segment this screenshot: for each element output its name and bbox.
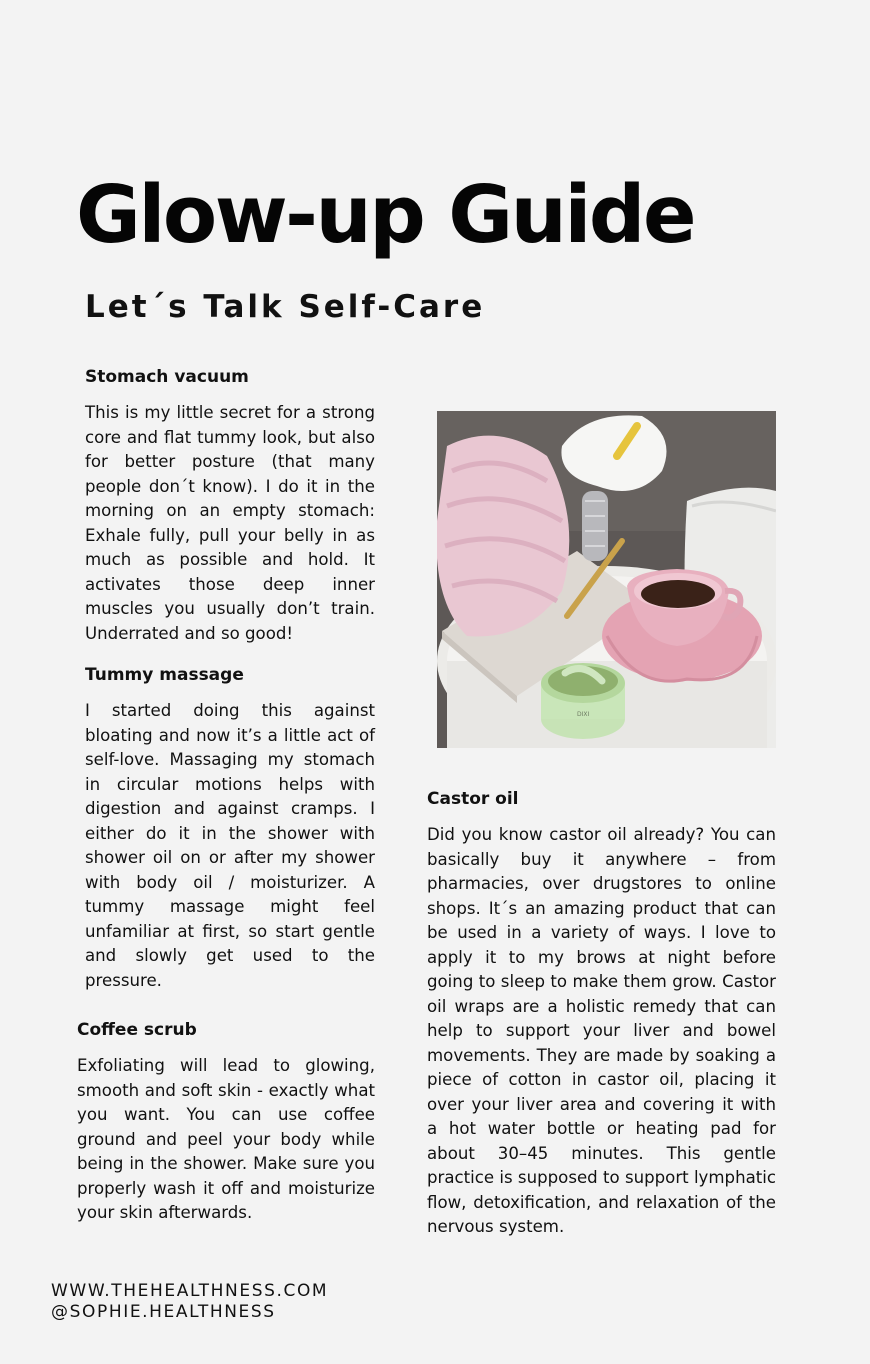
section-heading: Tummy massage <box>85 665 244 685</box>
section-coffee-scrub <box>77 1020 375 1226</box>
page-title: Glow-up Guide <box>76 169 695 261</box>
website-link[interactable]: WWW.THEHEALTHNESS.COM <box>51 1281 329 1301</box>
footer <box>51 1281 328 1323</box>
section-stomach-vacuum <box>85 367 375 646</box>
social-handle[interactable]: @SOPHIE.HEALTHNESS <box>51 1302 276 1322</box>
section-body: I started doing this against bloating and now it’s a little act of self-love. Massaging my stomach in circular motions helps with digestion and against cramps. I either do it in the shower with shower oil on or after my shower with body oil / moisturizer. A tummy massage might feel unfamiliar at first, so start gentle and slowly get used to the pressure. <box>85 701 375 990</box>
section-tummy-massage <box>85 665 375 993</box>
page-subtitle: Let´s Talk Self-Care <box>85 289 486 325</box>
section-body: Exfoliating will lead to glowing, smooth and soft skin - exactly what you want. You can use coffee ground and peel your body while being in the shower. Make sure you properly wash it off and moisturize your skin afterwards. <box>77 1056 375 1223</box>
section-heading: Coffee scrub <box>77 1020 197 1040</box>
section-heading: Stomach vacuum <box>85 367 249 387</box>
section-body: Did you know castor oil already? You can basically buy it anywhere – from pharmacies, over drugstores to online shops. It´s an amazing product that can be used in a variety of ways. I love to apply it to my brows at night before going to sleep to make them grow. Castor oil wraps are a holistic remedy that can help to support your liver and bowel movements. They are made by soaking a piece of cotton in castor oil, placing it over your liver area and covering it with a hot water bottle or heating pad for about 30–45 minutes. This gentle practice is supposed to support lymphatic flow, detoxification, and relaxation of the nervous system. <box>427 825 776 1237</box>
photo-illustration <box>437 411 776 748</box>
section-body: This is my little secret for a strong core and flat tummy look, but also for better posture (that many people don´t know). I do it in the morning on an empty stomach: Exhale fully, pull your belly in as much as possible and hold. It activates those deep inner muscles you usually don’t train. Underrated and so good! <box>85 403 375 643</box>
section-castor-oil <box>427 789 776 1240</box>
self-care-photo <box>437 411 776 748</box>
jar-label: DIXI <box>577 711 590 718</box>
section-heading: Castor oil <box>427 789 519 809</box>
